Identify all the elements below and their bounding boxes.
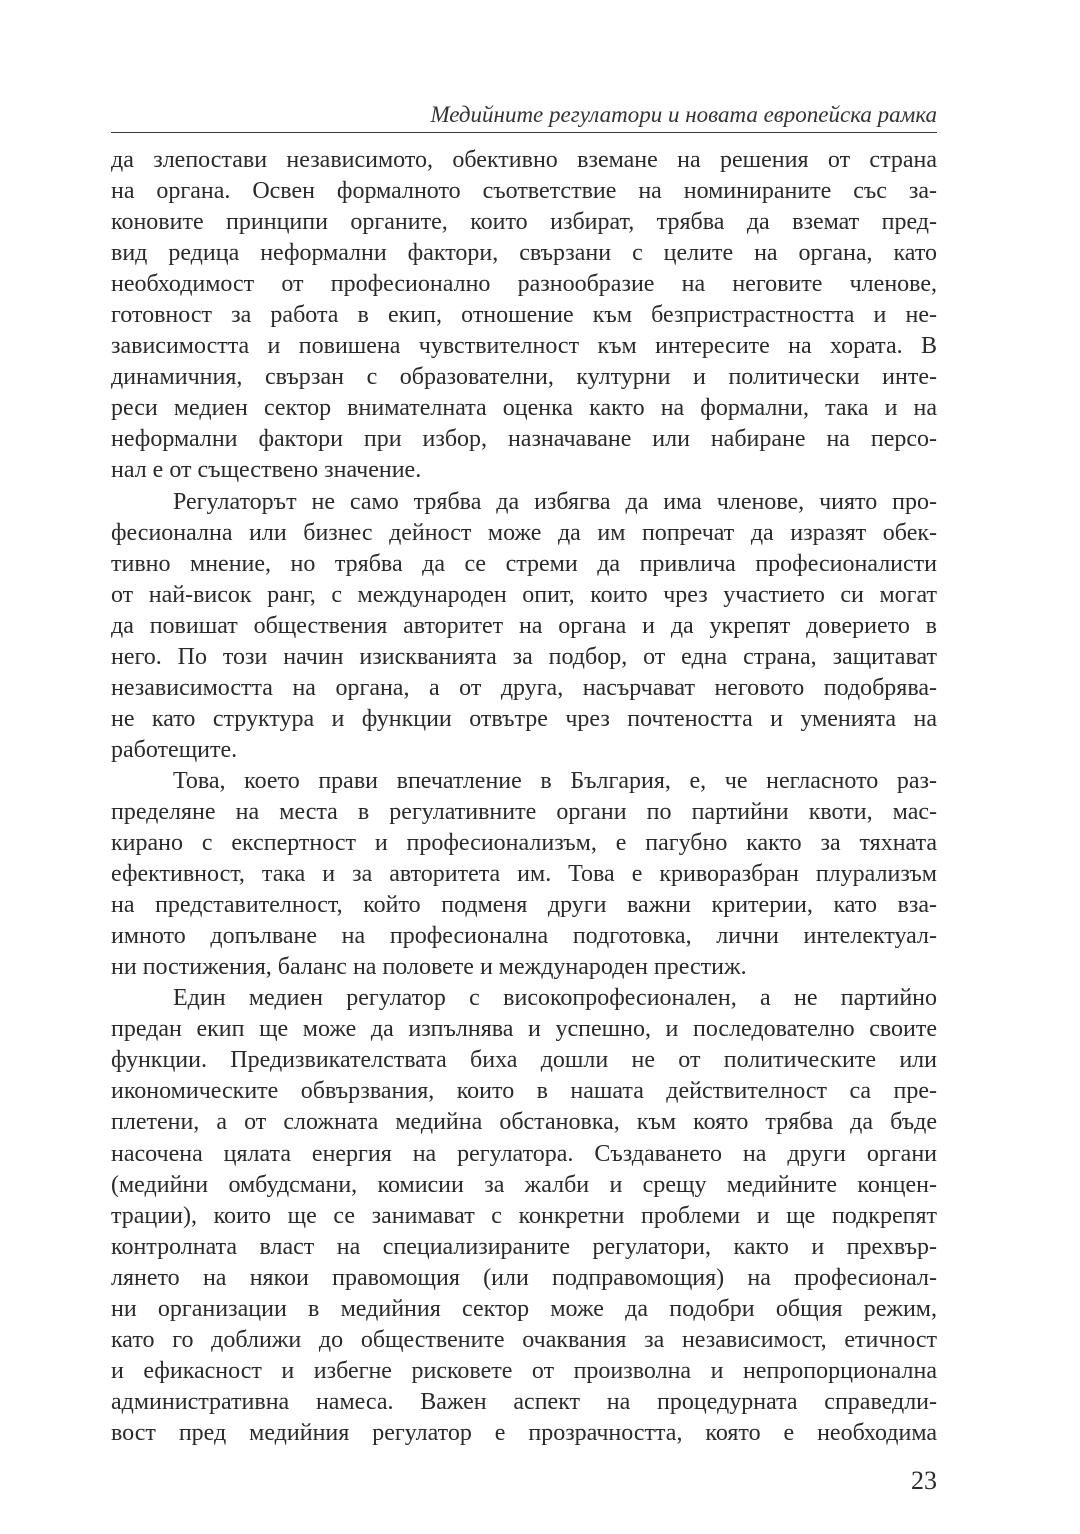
text-line: зависимостта и повишена чувствителност към интересите на хората. В [111, 333, 937, 360]
text-line: на представителност, който подменя други важни критерии, като вза- [111, 892, 937, 919]
page-number: 23 [911, 1466, 937, 1495]
text-line: работещите. [111, 736, 238, 763]
text-line: вид редица неформални фактори, свързани с целите на органа, като [111, 240, 937, 267]
text-line: административна намеса. Важен аспект на процедурната справедли- [111, 1388, 937, 1415]
running-header-title: Медийните регулатори и новата европейска рамка [430, 102, 937, 127]
text-line: готовност за работа в екип, отношение към безпристрастността и не- [111, 302, 937, 329]
text-line: него. По този начин изискванията за подбор, от една страна, защитават [111, 643, 937, 670]
text-line: необходимост от професионално разнообразие на неговите членове, [111, 271, 937, 298]
text-line: ни организации в медийния сектор може да подобри общия режим, [111, 1295, 937, 1322]
text-line: да повишат обществения авторитет на органа и да укрепят доверието в [111, 612, 937, 639]
text-line: (медийни омбудсмани, комисии за жалби и срещу медийните концен- [111, 1171, 937, 1198]
text-line: независимостта на органа, а от друга, насърчават неговото подобрява- [111, 674, 937, 701]
text-line: насочена цялата енергия на регулатора. Създаването на други органи [111, 1140, 937, 1167]
text-line: контролната власт на специализираните регулатори, както и прехвър- [111, 1233, 937, 1260]
text-line: да злепостави независимото, обективно вземане на решения от страна [111, 147, 937, 173]
paragraph-first-line: Един медиен регулатор с високопрофесионален, а не партийно [173, 985, 937, 1012]
text-line: фесионална или бизнес дейност може да им попречат да изразят обек- [111, 519, 937, 546]
text-line: на органа. Освен формалното съответствие на номинираните със за- [111, 178, 937, 205]
paragraph-first-line: Регулаторът не само трябва да избягва да има членове, чиято про- [173, 488, 937, 515]
text-line: и ефикасност и избегне рисковете от произволна и непропорционална [111, 1357, 937, 1384]
text-line: пределяне на места в регулативните органи по партийни квоти, мас- [111, 798, 937, 825]
text-line: ни постижения, баланс на половете и международен престиж. [111, 954, 747, 981]
text-line: имното допълване на професионална подготовка, лични интелектуал- [111, 923, 937, 950]
text-line: нал е от съществено значение. [111, 457, 422, 484]
text-line: от най-висок ранг, с международен опит, които чрез участието си могат [111, 581, 937, 608]
text-line: икономическите обвързвания, които в нашата действителност са пре- [111, 1078, 937, 1105]
text-line: динамичния, свързан с образователни, културни и политически инте- [111, 364, 937, 391]
text-line: тивно мнение, но трябва да се стреми да привлича професионалисти [111, 550, 937, 577]
text-line: вост пред медийния регулатор е прозрачността, която е необходима [111, 1419, 937, 1446]
text-line: предан екип ще може да изпълнява и успешно, и последователно своите [111, 1016, 937, 1043]
text-line: лянето на някои правомощия (или подправомощия) на професионал- [111, 1264, 937, 1291]
text-line: коновите принципи органите, които избират, трябва да вземат пред- [111, 209, 937, 236]
text-line: ефективност, така и за авторитета им. Това е криворазбран плурализъм [111, 861, 937, 888]
text-line: реси медиен сектор внимателната оценка както на формални, така и на [111, 395, 937, 422]
text-line: плетени, а от сложната медийна обстановка, към която трябва да бъде [111, 1109, 937, 1136]
text-line: неформални фактори при избор, назначаване или набиране на персо- [111, 426, 937, 453]
text-line: функции. Предизвикателствата биха дошли не от политическите или [111, 1047, 937, 1074]
paragraph-first-line: Това, което прави впечатление в България, е, че негласното раз- [173, 767, 937, 794]
text-line: кирано с експертност и професионализъм, е пагубно както за тяхната [111, 830, 937, 857]
text-line: като го доближи до обществените очаквания за независимост, етичност [111, 1326, 937, 1353]
running-header [111, 100, 937, 133]
text-line: не като структура и функции отвътре чрез почтеността и уменията на [111, 705, 937, 732]
body-text [111, 145, 937, 1449]
text-line: трации), които ще се занимават с конкретни проблеми и ще подкрепят [111, 1202, 937, 1229]
